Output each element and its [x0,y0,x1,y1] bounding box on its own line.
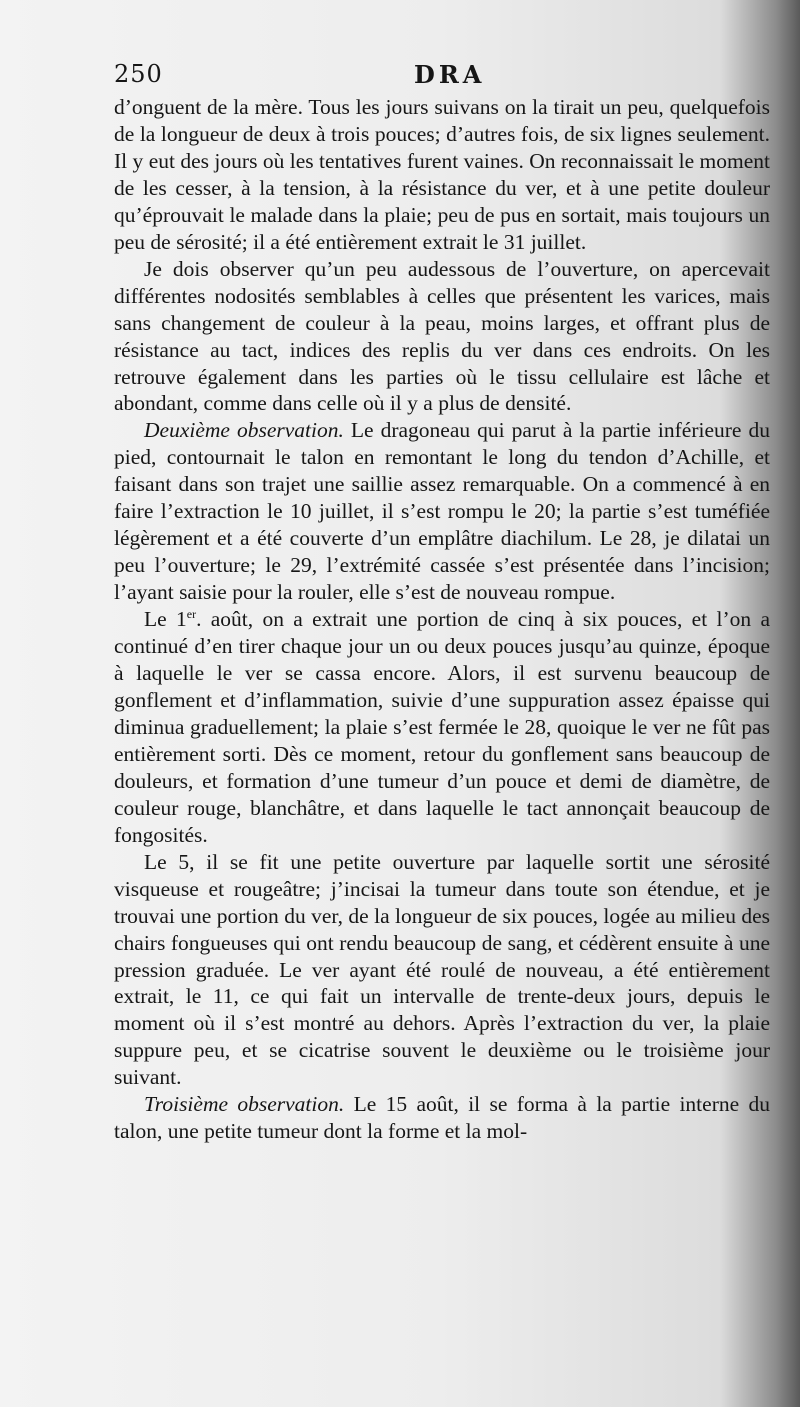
paragraph-le-5 [114,849,770,1092]
observation-heading: Troisième observation. [144,1092,345,1117]
page-header [114,60,768,94]
page-number: 250 [114,60,163,88]
paragraph-date-prefix: Le 1 [144,607,187,632]
running-head: DRA [414,60,486,89]
paragraph-text: Le 15 août, il se forma à la partie interne du talon, une petite tumeur dont la forme et la mol- [114,1092,770,1144]
paragraph-text: Le dragoneau qui parut à la partie inférieure du pied, contournait le talon en remontant le long du tendon d’Achille, et faisant dans son trajet une saillie assez remarquable. On a commencé à en faire l’extraction le 10 juillet, il s’est rompu le 20; la partie s’est tuméfiée légèrement et a été couverte d’un emplâtre diachilum. Le 28, je dilatai un peu l’ouverture; le 29, l’extrémité cassée s’est présentée dans l’incision; l’ayant saisie pour la rouler, elle s’est de nouveau rompue. [114,418,771,605]
paragraph-continuation [114,94,770,256]
paragraph-nodosites [114,256,770,418]
observation-heading: Deuxième observation. [144,418,344,443]
paragraph-text: d’onguent de la mère. Tous les jours suivans on la tirait un peu, quelquefois de la longueur de deux à trois pouces; d’autres fois, de six lignes seulement. Il y eut des jours où les tentatives furent vaines. On reconnaissait le moment de les cesser, à la tension, à la résistance du ver, et à une petite douleur qu’éprouvait le malade dans la plaie; peu de pus en sortait, mais toujours un peu de sérosité; il a été entièrement extrait le 31 juillet. [114,95,770,254]
paragraph-deuxieme-observation [114,417,770,606]
body-text [114,94,770,1145]
ordinal-superscript: er [186,606,197,621]
paragraph-1er-aout [114,606,770,849]
paragraph-text: Le 5, il se fit une petite ouverture par laquelle sortit une sérosité visqueuse et rougeâtre; j’incisai la tumeur dans toute son étendue, et je trouvai une portion du ver, de la longueur de six pouces, logée au milieu des chairs fongueuses qui ont rendu beaucoup de sang, et cédèrent ensuite à une pression graduée. Le ver ayant été roulé de nouveau, a été entièrement extrait, le 11, ce qui fait un intervalle de trente-deux jours, depuis le moment où il s’est montré au dehors. Après l’extraction du ver, la plaie suppure peu, et se cicatrise souvent le deuxième ou le troisième jour suivant. [114,849,770,1090]
paragraph-text: Je dois observer qu’un peu audessous de l’ouverture, on apercevait différentes nodosités semblables à celles que présentent les varices, mais sans changement de couleur à la peau, moins larges, et offrant plus de résistance au tact, indices des replis du ver dans ces endroits. On les retrouve également dans les parties où le tissu cellulaire est lâche et abondant, comme dans celle où il y a plus de densité. [114,256,770,416]
paragraph-troisieme-observation [114,1091,770,1145]
paragraph-text: . août, on a extrait une portion de cinq à six pouces, et l’on a continué d’en tirer chaque jour un ou deux pouces jusqu’au quinze, époque à laquelle le ver se cassa encore. Alors, il est survenu beaucoup de gonflement et d’inflammation, suivie d’une suppuration assez épaisse qui diminua graduellement; la plaie s’est fermée le 28, quoique le ver ne fût pas entièrement sorti. Dès ce moment, retour du gonflement sans beaucoup de douleurs, et formation d’une tumeur d’un pouce et demi de diamètre, de couleur rouge, blanchâtre, et dans laquelle le tact annonçait beaucoup de fongosités. [114,607,770,847]
